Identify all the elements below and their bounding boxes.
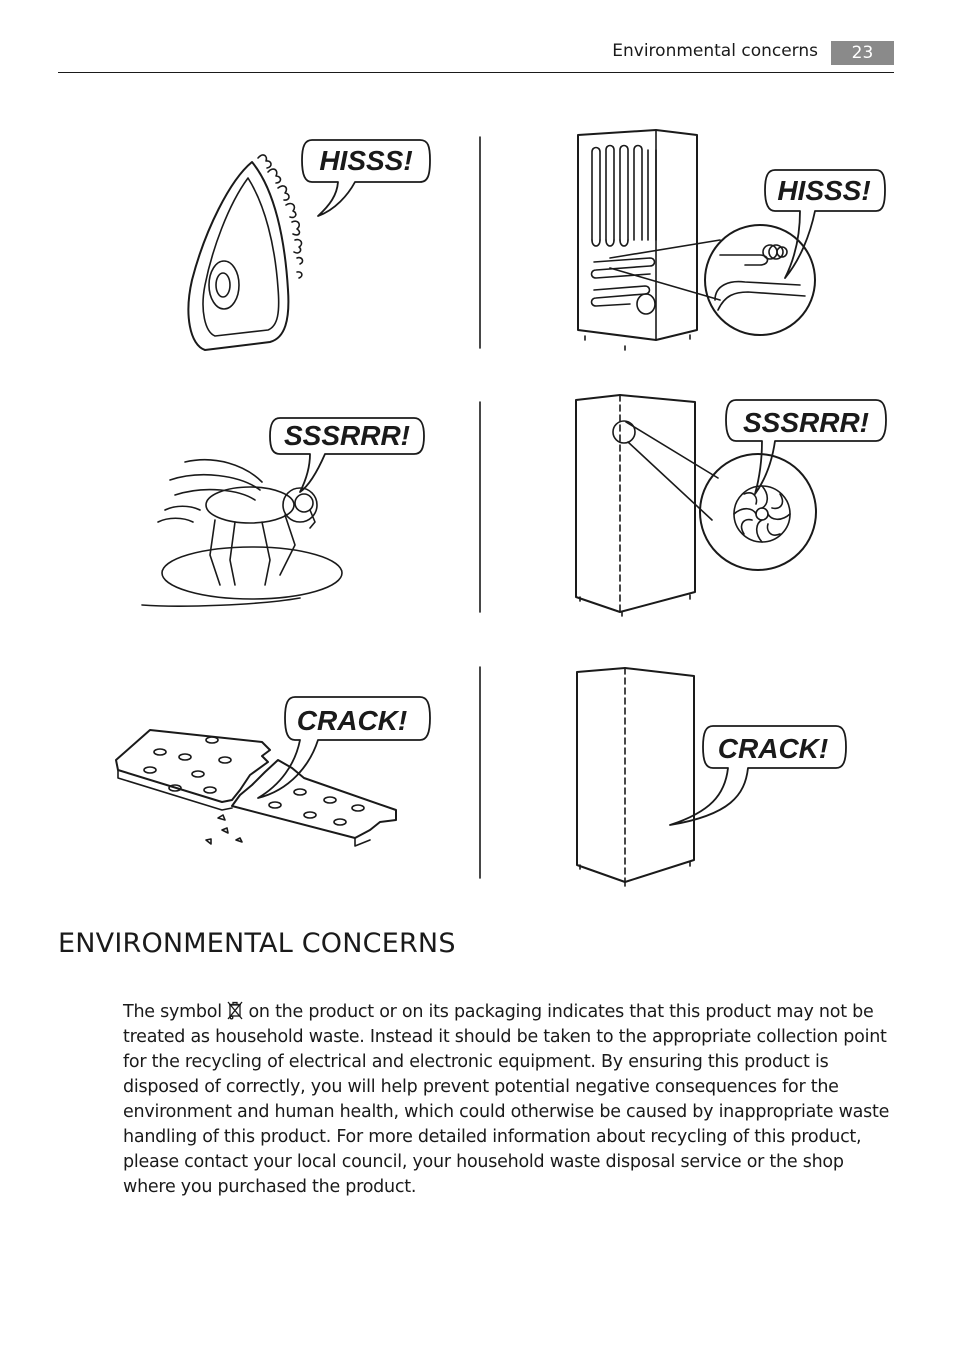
fridge-crack-sound-word: CRACK! (717, 733, 829, 764)
text-after-symbol: on the product or on its packaging indicates that this product may not be treated as household waste. Instead it should be taken to the appropriate collection point for the recycling of electrical and electronic equipment. By ensuring this product is disposed of correctly, you will help prevent potential negative consequences for the environment and human health, which could otherwise be caused by inappropriate waste handling of this product. For more detailed information about recycling of this product, please contact your local council, your household waste disposal service or the shop where you purchased the product. (123, 1002, 890, 1197)
page-number: 23 (831, 41, 894, 65)
steam-iron-illustration (188, 140, 430, 350)
text-before-symbol: The symbol (123, 1002, 222, 1022)
fridge-closed-illustration (577, 668, 846, 886)
crossed-out-wheelie-bin-icon (227, 1001, 243, 1020)
fly-illustration (142, 418, 424, 606)
iron-sound-word: HISSS! (319, 145, 413, 176)
ice-crack-sound-word: CRACK! (296, 705, 408, 736)
environmental-text (123, 1000, 893, 1200)
fly-sound-word: SSSRRR! (283, 420, 411, 451)
cracking-ice-illustration (116, 697, 430, 846)
fridge-coil-sound-word: HISSS! (777, 175, 871, 206)
header-title: Environmental concerns (612, 41, 818, 61)
fridge-back-illustration (578, 130, 885, 350)
fan-sound-word: SSSRRR! (742, 407, 870, 438)
fridge-fan-illustration (576, 395, 886, 616)
section-title: ENVIRONMENTAL CONCERNS (58, 928, 456, 959)
